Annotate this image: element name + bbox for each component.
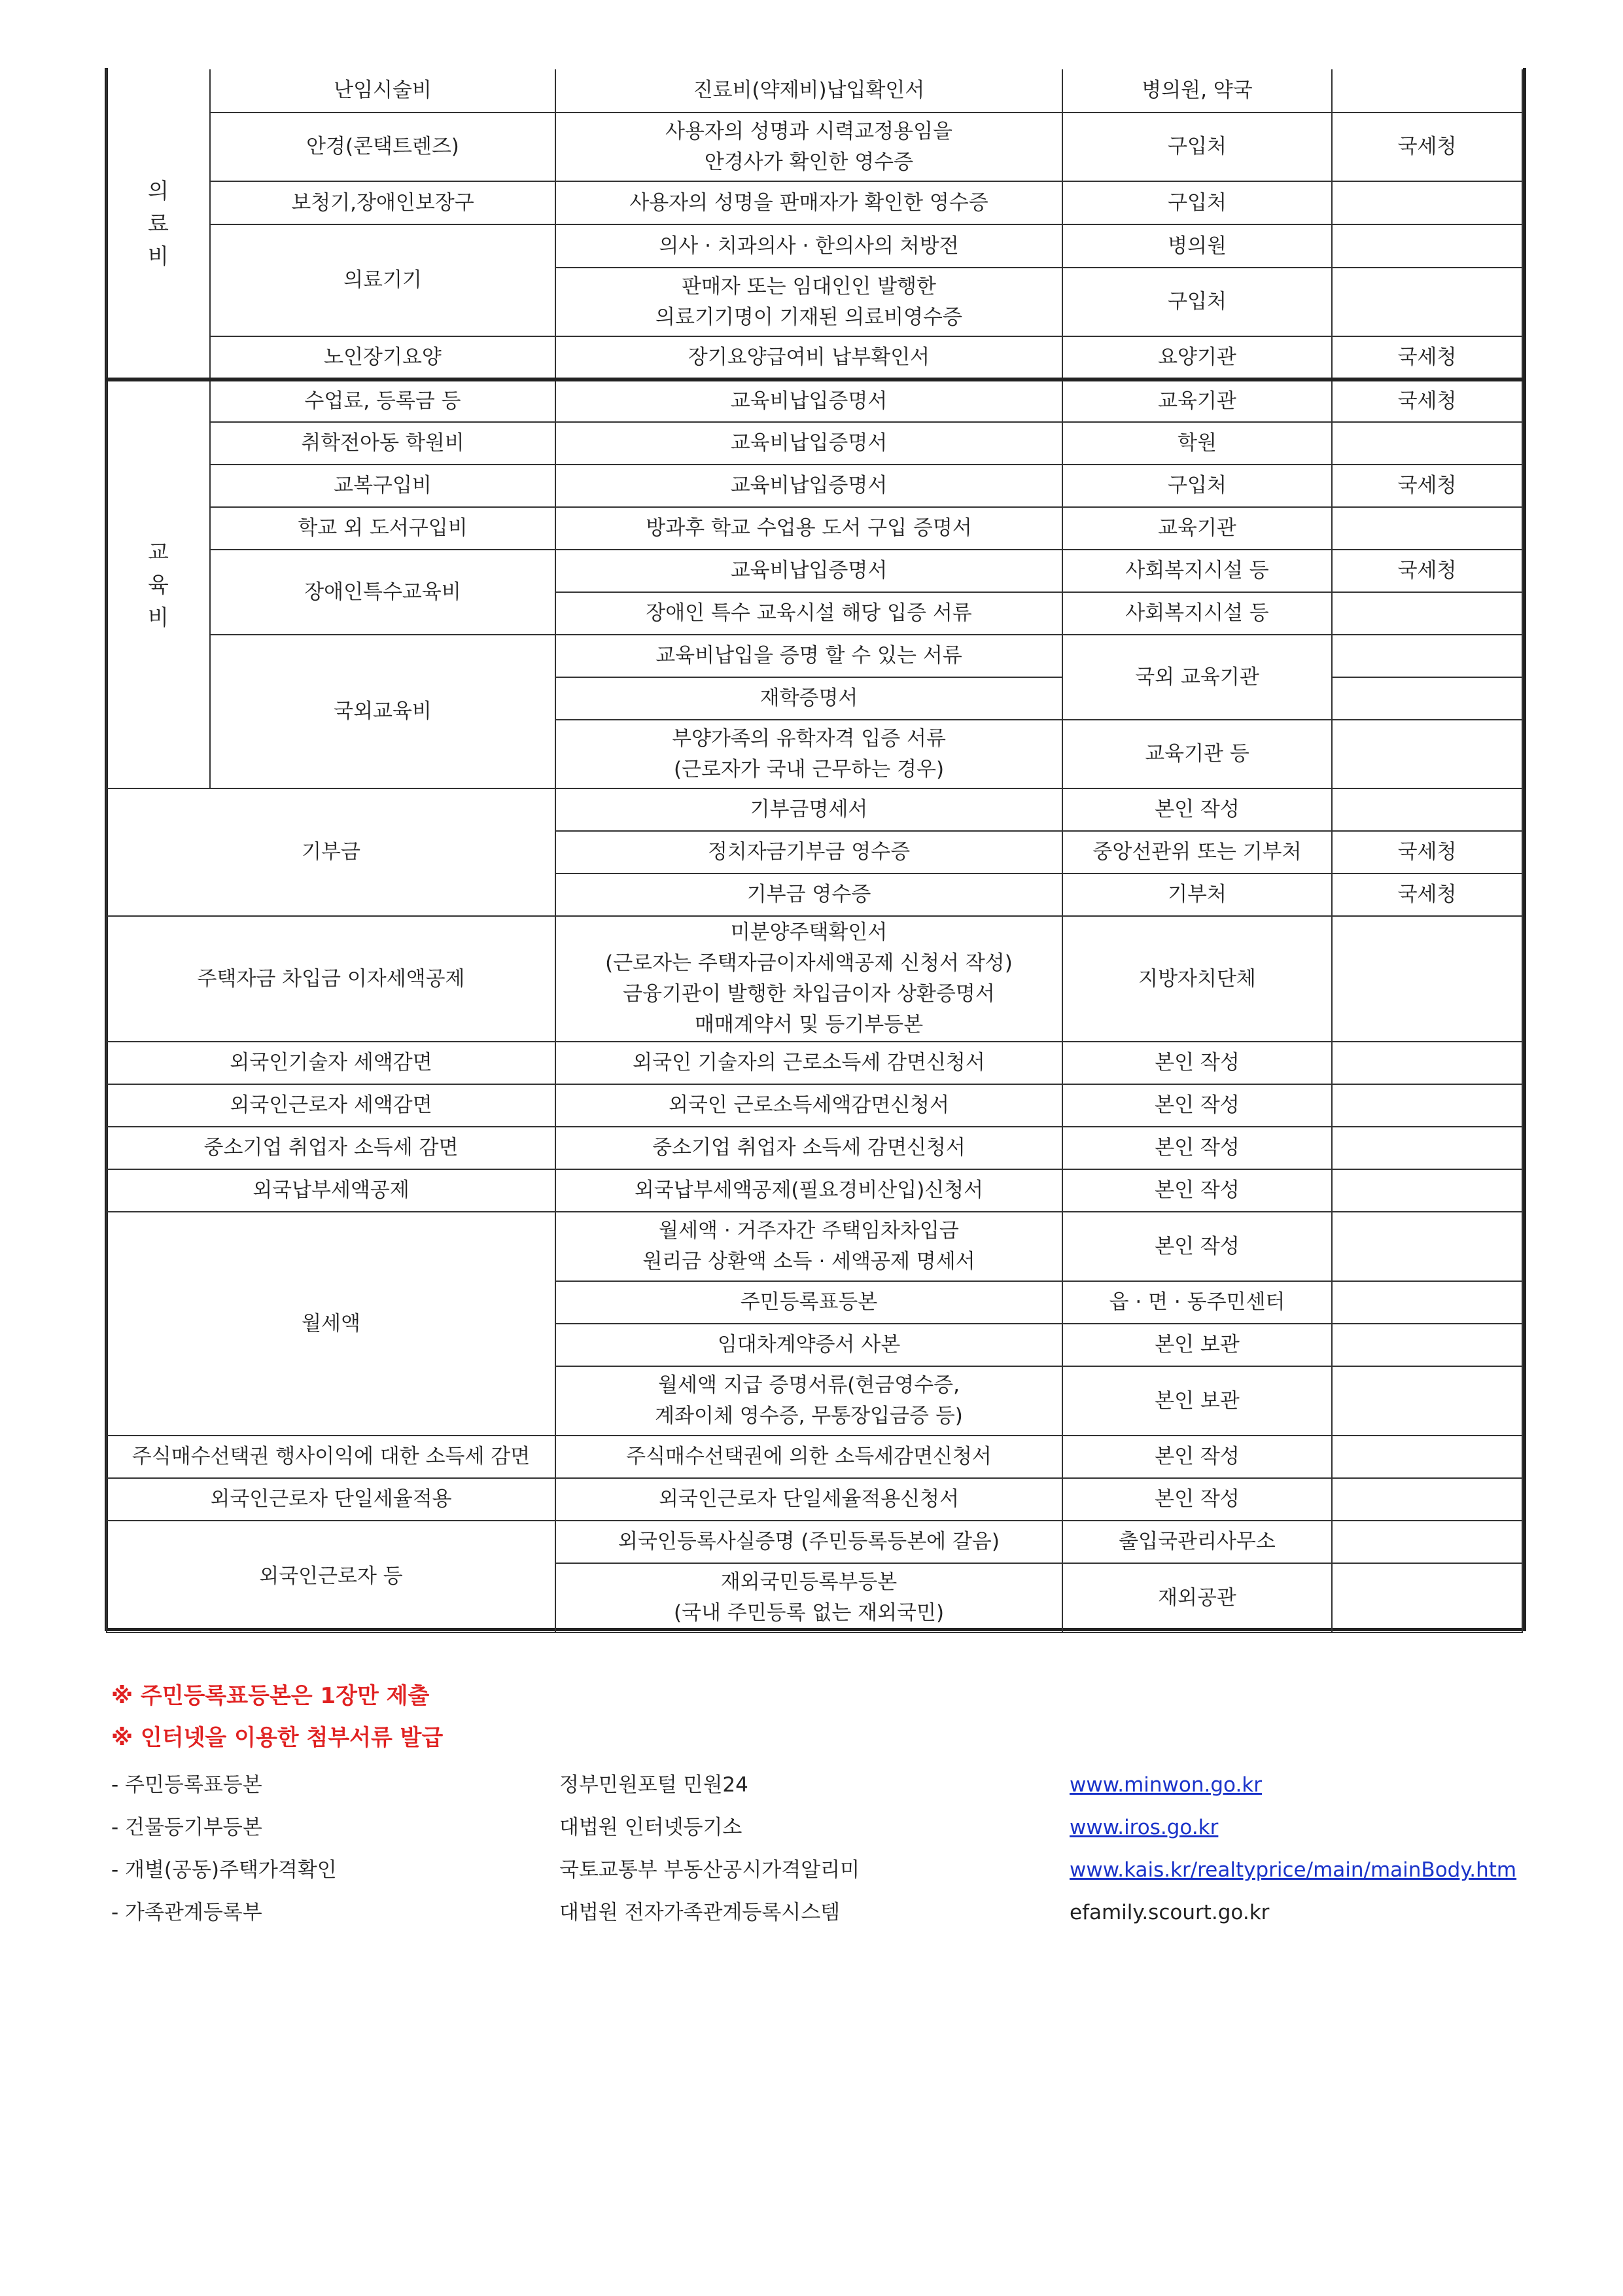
deduction-item: 주식매수선택권 행사이익에 대한 소득세 감면 [107,1436,555,1478]
table-row [107,1521,1522,1563]
issuer: 본인 작성 [1062,1127,1332,1169]
document-name: 미분양주택확인서 (근로자는 주택자금이자세액공제 신청서 작성) 금융기관이 발행한 차입금이자 상환증명서 매매계약서 및 등기부등본 [555,916,1062,1042]
deduction-item: 외국인기술자 세액감면 [107,1042,555,1084]
deduction-item: 의료기기 [210,224,555,336]
nts-cell [1332,1169,1522,1212]
document-name: 장기요양급여비 납부확인서 [555,336,1062,380]
document-name: 기부금명세서 [555,788,1062,831]
note-resident-copy: ※ 주민등록표등본은 1장만 제출 [111,1683,430,1709]
list-item [111,1807,1518,1849]
nts-cell [1332,1478,1522,1521]
table-row [107,1436,1522,1478]
nts-cell: 국세청 [1332,874,1522,916]
document-name: 주민등록표등본 [555,1281,1062,1324]
table-row [107,635,1522,677]
table-row [107,224,1522,268]
nts-cell [1332,677,1522,720]
document-name: 판매자 또는 임대인인 발행한 의료기기명이 기재된 의료비영수증 [555,268,1062,336]
issuer: 본인 작성 [1062,1042,1332,1084]
issuer: 교육기관 [1062,507,1332,550]
url-link[interactable]: www.minwon.go.kr [1070,1773,1263,1797]
notes-section [111,1675,1518,1934]
document-name: 교육비납입을 증명 할 수 있는 서류 [555,635,1062,677]
deduction-item: 보청기,장애인보장구 [210,181,555,224]
table-row [107,550,1522,592]
table-row [107,465,1522,507]
deduction-item: 안경(콘택트렌즈) [210,113,555,181]
document-name: 기부금 영수증 [555,874,1062,916]
issuer: 병의원 [1062,224,1332,268]
issuer: 구입처 [1062,181,1332,224]
deduction-item: 외국인근로자 등 [107,1521,555,1633]
table-row [107,69,1522,113]
nts-cell: 국세청 [1332,113,1522,181]
nts-cell [1332,1563,1522,1633]
deduction-item: 월세액 [107,1212,555,1436]
issuer: 병의원, 약국 [1062,69,1332,113]
table-row [107,1212,1522,1281]
deduction-item: 외국인근로자 세액감면 [107,1084,555,1127]
issuer: 본인 보관 [1062,1324,1332,1366]
nts-cell [1332,1127,1522,1169]
deduction-item: 기부금 [107,788,555,916]
table-row [107,916,1522,1042]
issuer: 기부처 [1062,874,1332,916]
document-name: 재학증명서 [555,677,1062,720]
nts-cell: 국세청 [1332,550,1522,592]
nts-cell: 국세청 [1332,465,1522,507]
issuer: 국외 교육기관 [1062,635,1332,720]
required-documents-table [106,69,1523,1633]
table-row [107,788,1522,831]
document-name: 외국인 기술자의 근로소득세 감면신청서 [555,1042,1062,1084]
list-item [111,1849,1518,1892]
url-text: efamily.scourt.go.kr [1070,1901,1270,1924]
issuer: 본인 작성 [1062,1436,1332,1478]
issuer: 구입처 [1062,465,1332,507]
document-name: 외국인등록사실증명 (주민등록등본에 갈음) [555,1521,1062,1563]
deduction-item: 외국인근로자 단일세율적용 [107,1478,555,1521]
issuer: 본인 작성 [1062,1169,1332,1212]
issuer: 구입처 [1062,113,1332,181]
nts-cell: 국세청 [1332,336,1522,380]
nts-cell [1332,181,1522,224]
nts-cell [1332,592,1522,635]
document-name: 사용자의 성명을 판매자가 확인한 영수증 [555,181,1062,224]
document-name: 외국인근로자 단일세율적용신청서 [555,1478,1062,1521]
issuer: 본인 작성 [1062,1084,1332,1127]
deduction-item: 국외교육비 [210,635,555,788]
deduction-item: 노인장기요양 [210,336,555,380]
nts-cell [1332,635,1522,677]
table-row [107,422,1522,465]
nts-cell: 국세청 [1332,831,1522,874]
nts-cell [1332,1212,1522,1281]
url-link[interactable]: www.iros.go.kr [1070,1816,1219,1839]
document-name: 교육비납입증명서 [555,422,1062,465]
category-education: 교 육 비 [107,380,210,788]
issuer: 재외공관 [1062,1563,1332,1633]
issuer: 요양기관 [1062,336,1332,380]
document-name: 교육비납입증명서 [555,380,1062,422]
nts-cell [1332,422,1522,465]
issuer: 본인 작성 [1062,788,1332,831]
table-row [107,113,1522,181]
issuer: 읍 · 면 · 동주민센터 [1062,1281,1332,1324]
issuer: 사회복지시설 등 [1062,592,1332,635]
issuer: 본인 작성 [1062,1212,1332,1281]
issuer: 본인 보관 [1062,1366,1332,1436]
deduction-item: 교복구입비 [210,465,555,507]
document-name: 정치자금기부금 영수증 [555,831,1062,874]
list-item [111,1764,1518,1807]
nts-cell [1332,916,1522,1042]
nts-cell [1332,1042,1522,1084]
deduction-item: 외국납부세액공제 [107,1169,555,1212]
site-name: 대법원 전자가족관계등록시스템 [559,1901,841,1924]
document-name: 외국납부세액공제(필요경비산입)신청서 [555,1169,1062,1212]
table-row [107,1478,1522,1521]
issuer: 구입처 [1062,268,1332,336]
document-name: 외국인 근로소득세액감면신청서 [555,1084,1062,1127]
document-name: 주식매수선택권에 의한 소득세감면신청서 [555,1436,1062,1478]
nts-cell [1332,268,1522,336]
document-name: 사용자의 성명과 시력교정용임을 안경사가 확인한 영수증 [555,113,1062,181]
document-name: 월세액 지급 증명서류(현금영수증, 계좌이체 영수증, 무통장입금증 등) [555,1366,1062,1436]
nts-cell [1332,720,1522,788]
deduction-item: 중소기업 취업자 소득세 감면 [107,1127,555,1169]
table-row [107,181,1522,224]
deduction-item: 수업료, 등록금 등 [210,380,555,422]
issuer: 지방자치단체 [1062,916,1332,1042]
issuer: 출입국관리사무소 [1062,1521,1332,1563]
table-row [107,1169,1522,1212]
list-item [111,1892,1518,1934]
table-row [107,507,1522,550]
document-name: 부양가족의 유학자격 입증 서류 (근로자가 국내 근무하는 경우) [555,720,1062,788]
nts-cell [1332,1366,1522,1436]
deduction-item: 주택자금 차입금 이자세액공제 [107,916,555,1042]
deduction-item: 난임시술비 [210,69,555,113]
issuer: 학원 [1062,422,1332,465]
document-label: - 건물등기부등본 [111,1816,262,1839]
document-name: 교육비납입증명서 [555,550,1062,592]
nts-cell [1332,1436,1522,1478]
site-name: 정부민원포털 민원24 [559,1773,748,1797]
table-row [107,1084,1522,1127]
issuer: 교육기관 [1062,380,1332,422]
document-name: 중소기업 취업자 소득세 감면신청서 [555,1127,1062,1169]
nts-cell [1332,224,1522,268]
issuer: 사회복지시설 등 [1062,550,1332,592]
nts-cell [1332,69,1522,113]
nts-cell: 국세청 [1332,380,1522,422]
table-row [107,336,1522,380]
document-name: 임대차계약증서 사본 [555,1324,1062,1366]
document-name: 장애인 특수 교육시설 해당 입증 서류 [555,592,1062,635]
nts-cell [1332,507,1522,550]
site-name: 국토교통부 부동산공시가격알리미 [559,1858,860,1882]
deduction-item: 학교 외 도서구입비 [210,507,555,550]
table-row [107,380,1522,422]
document-label: - 개별(공동)주택가격확인 [111,1858,337,1882]
deduction-item: 취학전아동 학원비 [210,422,555,465]
table-row [107,1042,1522,1084]
document-name: 월세액 · 거주자간 주택임차차입금 원리금 상환액 소득 · 세액공제 명세서 [555,1212,1062,1281]
nts-cell [1332,1281,1522,1324]
note-internet-issuance: ※ 인터넷을 이용한 첨부서류 발급 [111,1725,444,1751]
table-row [107,1127,1522,1169]
issuer: 교육기관 등 [1062,720,1332,788]
document-name: 진료비(약제비)납입확인서 [555,69,1062,113]
document-label: - 가족관계등록부 [111,1901,262,1924]
nts-cell [1332,1084,1522,1127]
url-link[interactable]: www.kais.kr/realtyprice/main/mainBody.htm [1070,1858,1517,1882]
deduction-item: 장애인특수교육비 [210,550,555,635]
issuer: 중앙선관위 또는 기부처 [1062,831,1332,874]
document-label: - 주민등록표등본 [111,1773,262,1797]
nts-cell [1332,1521,1522,1563]
document-name: 재외국민등록부등본 (국내 주민등록 없는 재외국민) [555,1563,1062,1633]
document-name: 방과후 학교 수업용 도서 구입 증명서 [555,507,1062,550]
site-name: 대법원 인터넷등기소 [559,1816,742,1839]
document-name: 의사 · 치과의사 · 한의사의 처방전 [555,224,1062,268]
nts-cell [1332,1324,1522,1366]
document-name: 교육비납입증명서 [555,465,1062,507]
nts-cell [1332,788,1522,831]
category-medical: 의 료 비 [107,69,210,380]
issuer: 본인 작성 [1062,1478,1332,1521]
